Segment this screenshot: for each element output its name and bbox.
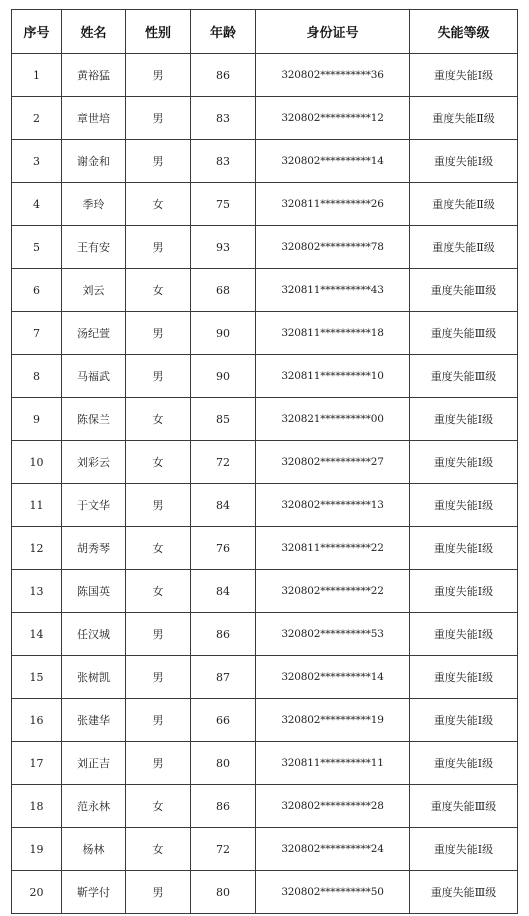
cell-disability-level: 重度失能Ⅰ级 [410, 656, 518, 699]
cell-disability-level: 重度失能Ⅲ级 [410, 785, 518, 828]
cell-disability-level: 重度失能Ⅱ级 [410, 183, 518, 226]
cell-gender: 女 [126, 527, 191, 570]
cell-age: 93 [191, 226, 256, 269]
cell-age: 86 [191, 785, 256, 828]
table-row [12, 656, 518, 699]
cell-age: 80 [191, 871, 256, 914]
cell-gender: 女 [126, 183, 191, 226]
cell-name: 季玲 [62, 183, 126, 226]
cell-age: 66 [191, 699, 256, 742]
cell-serial-number: 20 [12, 871, 62, 914]
table-row [12, 871, 518, 914]
cell-serial-number: 1 [12, 54, 62, 97]
header-age: 年龄 [191, 10, 256, 54]
cell-id-number: 320802**********28 [256, 785, 410, 828]
cell-age: 72 [191, 828, 256, 871]
header-id-number: 身份证号 [256, 10, 410, 54]
cell-age: 90 [191, 312, 256, 355]
table-body [12, 54, 518, 914]
cell-name: 谢金和 [62, 140, 126, 183]
cell-disability-level: 重度失能Ⅰ级 [410, 140, 518, 183]
cell-gender: 女 [126, 828, 191, 871]
cell-id-number: 320811**********18 [256, 312, 410, 355]
table-row [12, 441, 518, 484]
cell-serial-number: 7 [12, 312, 62, 355]
table-row [12, 828, 518, 871]
cell-age: 86 [191, 54, 256, 97]
cell-serial-number: 13 [12, 570, 62, 613]
table-row [12, 140, 518, 183]
table-row [12, 269, 518, 312]
cell-age: 75 [191, 183, 256, 226]
cell-disability-level: 重度失能Ⅰ级 [410, 570, 518, 613]
cell-id-number: 320802**********53 [256, 613, 410, 656]
cell-id-number: 320802**********12 [256, 97, 410, 140]
cell-name: 胡秀琴 [62, 527, 126, 570]
cell-serial-number: 14 [12, 613, 62, 656]
cell-gender: 男 [126, 656, 191, 699]
cell-id-number: 320802**********22 [256, 570, 410, 613]
cell-gender: 男 [126, 226, 191, 269]
cell-disability-level: 重度失能Ⅰ级 [410, 828, 518, 871]
table-row [12, 183, 518, 226]
cell-name: 黄裕猛 [62, 54, 126, 97]
cell-serial-number: 19 [12, 828, 62, 871]
cell-id-number: 320802**********14 [256, 140, 410, 183]
table-row [12, 527, 518, 570]
cell-gender: 男 [126, 54, 191, 97]
cell-gender: 女 [126, 398, 191, 441]
table-row [12, 355, 518, 398]
cell-disability-level: 重度失能Ⅲ级 [410, 871, 518, 914]
cell-serial-number: 16 [12, 699, 62, 742]
cell-id-number: 320802**********19 [256, 699, 410, 742]
header-serial-number: 序号 [12, 10, 62, 54]
cell-gender: 男 [126, 140, 191, 183]
cell-disability-level: 重度失能Ⅱ级 [410, 97, 518, 140]
cell-disability-level: 重度失能Ⅱ级 [410, 226, 518, 269]
cell-age: 84 [191, 484, 256, 527]
cell-name: 章世培 [62, 97, 126, 140]
cell-disability-level: 重度失能Ⅰ级 [410, 441, 518, 484]
cell-age: 90 [191, 355, 256, 398]
cell-serial-number: 4 [12, 183, 62, 226]
cell-age: 86 [191, 613, 256, 656]
cell-name: 陈保兰 [62, 398, 126, 441]
cell-name: 杨林 [62, 828, 126, 871]
table-header [12, 10, 518, 54]
cell-serial-number: 18 [12, 785, 62, 828]
cell-age: 72 [191, 441, 256, 484]
disability-table [11, 9, 518, 914]
cell-name: 马福武 [62, 355, 126, 398]
cell-id-number: 320811**********22 [256, 527, 410, 570]
cell-serial-number: 17 [12, 742, 62, 785]
cell-name: 于文华 [62, 484, 126, 527]
cell-age: 83 [191, 140, 256, 183]
cell-age: 83 [191, 97, 256, 140]
cell-serial-number: 9 [12, 398, 62, 441]
cell-name: 靳学付 [62, 871, 126, 914]
table-row [12, 54, 518, 97]
table-row [12, 97, 518, 140]
cell-age: 80 [191, 742, 256, 785]
cell-gender: 男 [126, 613, 191, 656]
cell-serial-number: 2 [12, 97, 62, 140]
cell-serial-number: 5 [12, 226, 62, 269]
cell-gender: 女 [126, 785, 191, 828]
table-row [12, 226, 518, 269]
cell-id-number: 320811**********10 [256, 355, 410, 398]
cell-id-number: 320811**********26 [256, 183, 410, 226]
cell-name: 范永林 [62, 785, 126, 828]
cell-gender: 男 [126, 699, 191, 742]
cell-serial-number: 11 [12, 484, 62, 527]
cell-age: 76 [191, 527, 256, 570]
cell-name: 张树凯 [62, 656, 126, 699]
cell-name: 张建华 [62, 699, 126, 742]
cell-gender: 男 [126, 484, 191, 527]
cell-age: 87 [191, 656, 256, 699]
cell-gender: 男 [126, 871, 191, 914]
header-name: 姓名 [62, 10, 126, 54]
cell-id-number: 320821**********00 [256, 398, 410, 441]
cell-id-number: 320802**********78 [256, 226, 410, 269]
cell-serial-number: 15 [12, 656, 62, 699]
table-row [12, 484, 518, 527]
table-row [12, 312, 518, 355]
cell-gender: 男 [126, 97, 191, 140]
cell-serial-number: 3 [12, 140, 62, 183]
cell-gender: 女 [126, 570, 191, 613]
cell-id-number: 320802**********24 [256, 828, 410, 871]
header-gender: 性别 [126, 10, 191, 54]
table-row [12, 742, 518, 785]
cell-name: 刘云 [62, 269, 126, 312]
cell-gender: 女 [126, 441, 191, 484]
table-row [12, 699, 518, 742]
cell-name: 任汉城 [62, 613, 126, 656]
cell-id-number: 320802**********36 [256, 54, 410, 97]
table-row [12, 613, 518, 656]
cell-serial-number: 6 [12, 269, 62, 312]
cell-disability-level: 重度失能Ⅰ级 [410, 398, 518, 441]
cell-age: 84 [191, 570, 256, 613]
cell-disability-level: 重度失能Ⅰ级 [410, 527, 518, 570]
cell-name: 刘彩云 [62, 441, 126, 484]
cell-disability-level: 重度失能Ⅰ级 [410, 54, 518, 97]
header-row [12, 10, 518, 54]
cell-serial-number: 10 [12, 441, 62, 484]
table-row [12, 785, 518, 828]
cell-disability-level: 重度失能Ⅰ级 [410, 742, 518, 785]
cell-gender: 女 [126, 269, 191, 312]
cell-id-number: 320811**********43 [256, 269, 410, 312]
cell-disability-level: 重度失能Ⅲ级 [410, 355, 518, 398]
table-row [12, 398, 518, 441]
cell-serial-number: 8 [12, 355, 62, 398]
cell-name: 王有安 [62, 226, 126, 269]
cell-age: 85 [191, 398, 256, 441]
cell-gender: 男 [126, 312, 191, 355]
cell-disability-level: 重度失能Ⅰ级 [410, 613, 518, 656]
cell-gender: 男 [126, 355, 191, 398]
cell-gender: 男 [126, 742, 191, 785]
cell-name: 刘正吉 [62, 742, 126, 785]
cell-id-number: 320811**********11 [256, 742, 410, 785]
cell-disability-level: 重度失能Ⅲ级 [410, 269, 518, 312]
cell-serial-number: 12 [12, 527, 62, 570]
header-disability-level: 失能等级 [410, 10, 518, 54]
cell-disability-level: 重度失能Ⅲ级 [410, 312, 518, 355]
cell-id-number: 320802**********13 [256, 484, 410, 527]
cell-disability-level: 重度失能Ⅰ级 [410, 699, 518, 742]
cell-age: 68 [191, 269, 256, 312]
cell-id-number: 320802**********14 [256, 656, 410, 699]
cell-name: 汤纪萱 [62, 312, 126, 355]
cell-id-number: 320802**********27 [256, 441, 410, 484]
cell-id-number: 320802**********50 [256, 871, 410, 914]
cell-name: 陈国英 [62, 570, 126, 613]
table-row [12, 570, 518, 613]
cell-disability-level: 重度失能Ⅰ级 [410, 484, 518, 527]
